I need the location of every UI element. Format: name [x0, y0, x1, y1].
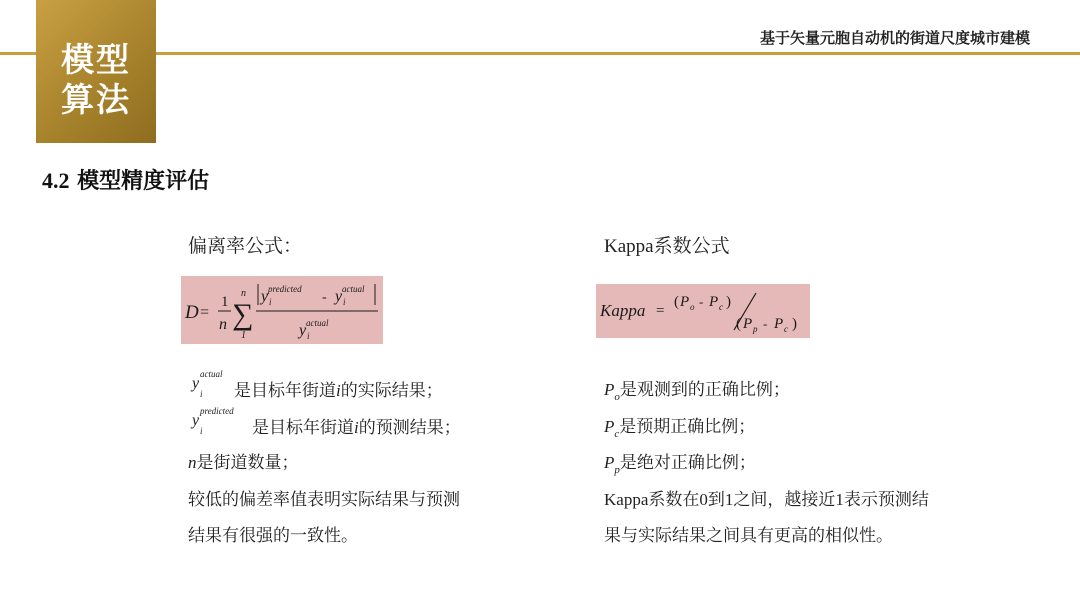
den-P-c: P	[774, 316, 784, 332]
sigma-symbol: ∑	[232, 298, 254, 331]
formula-equals: =	[200, 304, 210, 321]
num-sub-i-1: i	[269, 297, 272, 307]
explain-pp-line: $P_p$是绝对正确比例；	[604, 453, 756, 476]
den-P-p: P	[743, 316, 753, 332]
den-y-actual: y	[299, 322, 307, 339]
kappa-explanation	[604, 372, 1024, 555]
explain-kappa-summary-line: 果与实际结果之间具有更高的相似性。	[604, 526, 893, 546]
badge-label	[36, 40, 156, 120]
kappa-lhs: Kappa	[600, 301, 646, 320]
den-sub-c: c	[784, 324, 788, 334]
num-P-o: P	[680, 294, 690, 310]
den-sub-i: i	[307, 331, 310, 341]
badge-line-2: 算法	[61, 80, 131, 119]
deviation-formula-heading: 偏离率公式：	[188, 235, 303, 257]
explain-predicted-line: y predicted i 是目标年街道i的预测结果；	[188, 409, 548, 446]
explain-summary-line-2: 结果有很强的一致性。	[188, 526, 358, 546]
deviation-formula-box	[181, 276, 383, 344]
explain-n-line: n是街道数量；	[188, 453, 299, 473]
den-sup-actual: actual	[306, 318, 329, 328]
explain-po-line: $P_o$是观测到的正确比例；	[604, 380, 790, 403]
formula-lhs: D	[185, 302, 199, 323]
explain-summary-line-1: 较低的偏差率值表明实际结果与预测	[188, 489, 460, 510]
num-sub-i-2: i	[343, 297, 346, 307]
kappa-formula-heading: Kappa系数公式	[604, 236, 730, 257]
explain-pc-line: $P_c$是预期正确比例；	[604, 416, 756, 440]
den-minus: -	[763, 316, 768, 331]
kappa-formula	[596, 284, 810, 338]
den-open-paren: (	[736, 316, 741, 332]
deviation-explanation	[188, 369, 548, 555]
sum-lower-limit: 1	[241, 330, 246, 341]
formula-frac-num: 1	[221, 294, 229, 310]
sum-upper-limit: n	[241, 288, 246, 299]
formula-frac-den: n	[219, 316, 227, 333]
explain-actual-line: y actual i 是目标年街道i的实际结果；	[188, 372, 548, 409]
num-minus: -	[699, 294, 704, 309]
section-title: 模型精度评估	[77, 169, 210, 194]
kappa-equals: =	[656, 303, 665, 319]
num-sub-c: c	[719, 302, 723, 312]
num-P-c: P	[709, 294, 719, 310]
section-number: 4.2	[42, 168, 70, 193]
document-title: 基于矢量元胞自动机的街道尺度城市建模	[759, 29, 1030, 47]
kappa-formula-box	[596, 284, 810, 338]
section-badge	[36, 0, 156, 143]
num-sup-predicted: predicted	[268, 284, 302, 294]
y-predicted-symbol: y predicted i	[192, 405, 234, 436]
num-minus: -	[322, 290, 327, 305]
header-rule	[0, 52, 1080, 55]
den-close-paren: )	[792, 316, 797, 332]
section-heading	[42, 164, 209, 195]
y-actual-symbol: y actual i	[192, 369, 223, 399]
num-sup-actual: actual	[342, 284, 365, 294]
num-sub-o: o	[690, 302, 695, 312]
badge-line-1: 模型	[61, 40, 131, 79]
num-y-actual: y	[335, 288, 343, 305]
num-open-paren: (	[674, 294, 679, 310]
num-y-predicted: y	[261, 288, 269, 305]
explain-kappa-range-line: Kappa系数在0到1之间，越接近1表示预测结	[604, 489, 929, 510]
num-close-paren: )	[726, 294, 731, 310]
deviation-formula	[181, 276, 383, 344]
den-sub-p: p	[753, 324, 758, 334]
